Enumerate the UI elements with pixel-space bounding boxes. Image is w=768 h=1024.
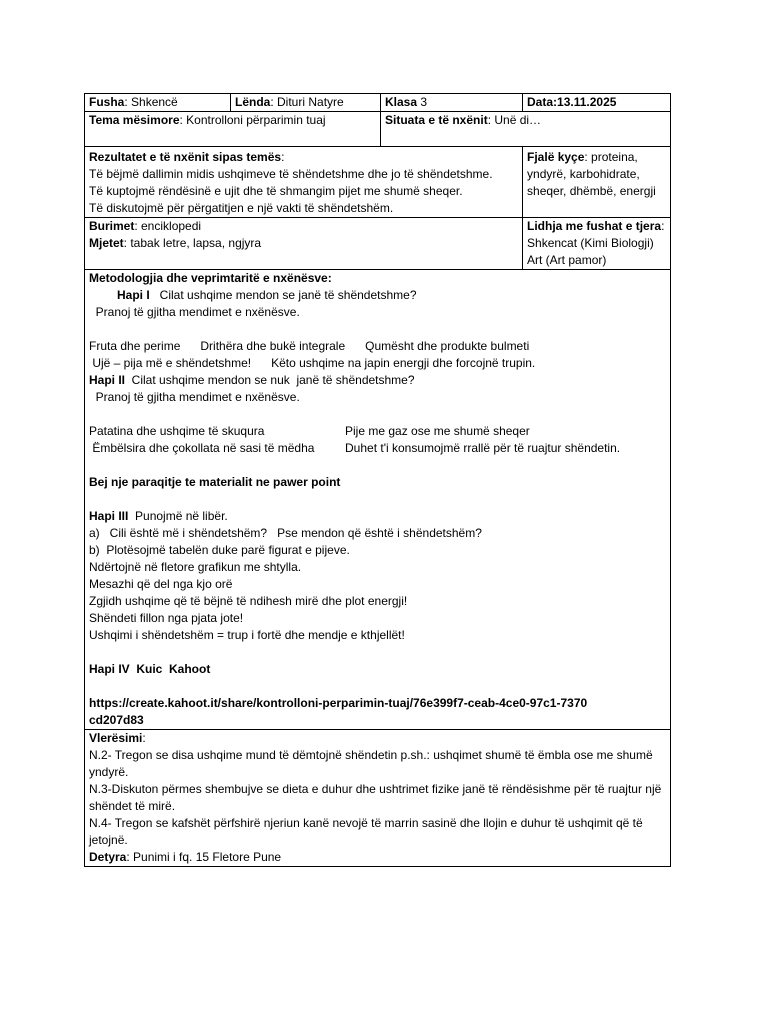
klasa-cell xyxy=(381,94,523,112)
kahoot-link[interactable]: https://create.kahoot.it/share/kontrolloni-perparimin-tuaj/76e399f7-ceab-4ce0-97c1-7370cd207d83 xyxy=(89,696,588,727)
powerpoint-note: Bej nje paraqitje te materialit ne pawer point xyxy=(89,475,341,489)
healthy-foods-row: Fruta dhe perime Drithëra dhe bukë integrale Qumësht dhe produkte bulmeti xyxy=(89,339,530,353)
burimet-label: Burimet xyxy=(89,219,135,233)
tema-cell xyxy=(85,112,381,147)
rezultatet-row xyxy=(85,147,671,218)
hapi1-text: Cilat ushqime mendon se janë të shëndetshme? xyxy=(149,288,417,302)
hapi3-text: Punojmë në libër. xyxy=(128,509,228,523)
mjetet-label: Mjetet xyxy=(89,236,124,250)
fusha-label: Fusha xyxy=(89,95,125,109)
vleresimi-cell xyxy=(85,730,671,867)
data-label: Data:13.11.2025 xyxy=(527,95,617,109)
klasa-label: Klasa xyxy=(385,95,418,109)
mjetet-value: : tabak letre, lapsa, ngjyra xyxy=(123,236,262,250)
tema-row xyxy=(85,112,671,147)
fjale-kyce-cell xyxy=(523,147,671,218)
hapi3-line: Mesazhi që del nga kjo orë xyxy=(89,577,233,591)
vleresimi-item: N.2- Tregon se disa ushqime mund të dëmtojnë shëndetin p.sh.: ushqimet shumë të ëmbla ose me shumë yndyrë. xyxy=(89,748,653,779)
unhealthy-item: Patatina dhe ushqime të skuqura xyxy=(89,424,265,438)
hapi3-question-a: a) Cili është më i shëndetshëm? Pse mendon që është i shëndetshëm? xyxy=(89,526,482,540)
tema-value: : Kontrolloni përparimin tuaj xyxy=(179,113,326,127)
burimet-cell xyxy=(85,218,523,270)
fusha-value: : Shkencë xyxy=(124,95,178,109)
hapi4-title: Hapi IV Kuic Kahoot xyxy=(89,662,211,676)
lenda-cell xyxy=(231,94,381,112)
pranoj1-text: Pranoj të gjitha mendimet e nxënësve. xyxy=(89,305,300,319)
lesson-plan xyxy=(84,93,670,867)
vleresimi-label-suffix: : xyxy=(142,731,146,745)
fusha-cell xyxy=(85,94,231,112)
hapi1-label: Hapi I xyxy=(117,288,150,302)
vleresimi-label: Vlerësimi xyxy=(89,731,143,745)
klasa-value: 3 xyxy=(417,95,428,109)
hapi2-label: Hapi II xyxy=(89,373,126,387)
situata-value: : Unë di… xyxy=(487,113,542,127)
burimet-row xyxy=(85,218,671,270)
lidhja-cell xyxy=(523,218,671,270)
fjale-kyce-value: : proteina, yndyrë, karbohidrate, sheqer, dhëmbë, energji xyxy=(527,150,656,198)
header-row xyxy=(85,94,671,112)
fjale-kyce-label: Fjalë kyçe xyxy=(527,150,585,164)
lenda-value: : Dituri Natyre xyxy=(270,95,344,109)
rezultat-item: Të diskutojmë për përgatitjen e një vakti të shëndetshëm. xyxy=(89,201,394,215)
detyra-label: Detyra xyxy=(89,850,127,864)
rezultat-item: Të bëjmë dallimin midis ushqimeve të shëndetshme dhe jo të shëndetshme. xyxy=(89,167,493,181)
hapi3-label: Hapi III xyxy=(89,509,129,523)
lidhja-label: Lidhja me fushat e tjera xyxy=(527,219,662,233)
rezultatet-cell xyxy=(85,147,523,218)
unhealthy-note: Duhet t'i konsumojmë rrallë për të ruajtur shëndetin. xyxy=(345,441,621,455)
detyra-value: : Punimi i fq. 15 Fletore Pune xyxy=(126,850,282,864)
metodologjia-title: Metodologjia dhe veprimtaritë e nxënësve: xyxy=(89,271,332,285)
situata-label: Situata e të nxënit xyxy=(385,113,488,127)
burimet-value: : enciklopedi xyxy=(134,219,202,233)
metodologjia-cell xyxy=(85,270,671,730)
data-cell xyxy=(523,94,671,112)
hapi3-line: Shëndeti fillon nga pjata jote! xyxy=(89,611,244,625)
hapi3-line: Zgjidh ushqime që të bëjnë të ndihesh mirë dhe plot energji! xyxy=(89,594,408,608)
lenda-label: Lënda xyxy=(235,95,271,109)
situata-cell xyxy=(381,112,671,147)
pranoj2-text: Pranoj të gjitha mendimet e nxënësve. xyxy=(89,390,300,404)
lesson-plan-table xyxy=(84,93,671,867)
lidhja-value: : Shkencat (Kimi Biologji) Art (Art pamor) xyxy=(527,219,665,267)
unhealthy-item: Ëmbëlsira dhe çokollata në sasi të mëdha xyxy=(89,441,315,455)
vleresimi-row xyxy=(85,730,671,867)
hapi3-question-b: b) Plotësojmë tabelën duke parë figurat e pijeve. xyxy=(89,543,350,557)
vleresimi-item: N.3-Diskuton përmes shembujve se dieta e duhur dhe ushtrimet fizike janë të rëndësishme për të ruajtur një shëndet të mirë. xyxy=(89,782,662,813)
hapi2-text: Cilat ushqime mendon se nuk janë të shëndetshme? xyxy=(125,373,415,387)
rezultatet-label-suffix: : xyxy=(281,150,285,164)
healthy-foods-row2: Ujë – pija më e shëndetshme! Këto ushqime na japin energji dhe forcojnë trupin. xyxy=(89,356,536,370)
rezultatet-label: Rezultatet e të nxënit sipas temës xyxy=(89,150,282,164)
metodologjia-row xyxy=(85,270,671,730)
hapi3-line: Ndërtojnë në fletore grafikun me shtylla. xyxy=(89,560,302,574)
tema-label: Tema mësimore xyxy=(89,113,180,127)
hapi3-line: Ushqimi i shëndetshëm = trup i fortë dhe mendje e kthjellët! xyxy=(89,628,405,642)
unhealthy-item: Pije me gaz ose me shumë sheqer xyxy=(345,424,530,438)
rezultat-item: Të kuptojmë rëndësinë e ujit dhe të shmangim pijet me shumë sheqer. xyxy=(89,184,463,198)
vleresimi-item: N.4- Tregon se kafshët përfshirë njeriun kanë nevojë të marrin sasinë dhe llojin e duhur të ushqimit që të jetojnë. xyxy=(89,816,643,847)
